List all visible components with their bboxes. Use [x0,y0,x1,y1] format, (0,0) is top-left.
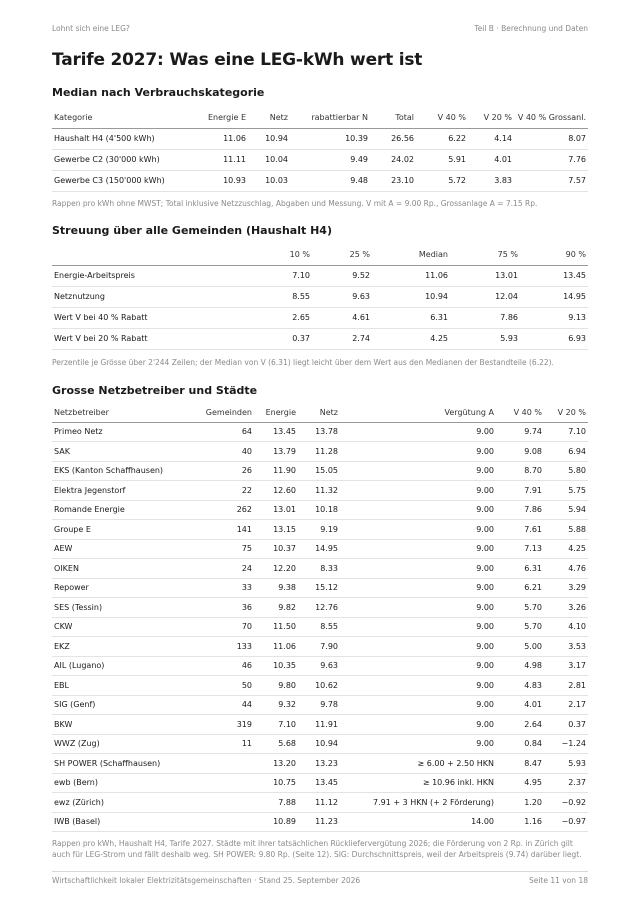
row-label: ewz (Zürich) [54,797,104,807]
table-cell: 10.89 [273,817,296,827]
table-cell: 9.00 [476,544,494,554]
table-row [52,461,588,481]
table-cell: 11.06 [273,641,296,651]
netzbetreiber-table-note: Rappen pro kWh, Haushalt H4, Tarife 2027. Städte mit ihrer tatsächlichen Rückliefervergütung 2026; die Förderung von 2 Rp. in Zürich gilt auch für LEG-Strom und fällt deshalb weg. SH POWER: 9.80 Rp. (Seite 12). SIG: Durchschnittspreis, weil der Arbeitspreis (9.74) darüber liegt. [52,839,582,859]
table-cell: 10.93 [223,176,246,185]
table-cell: 262 [236,505,252,515]
table-cell: 36 [241,602,252,612]
column-header: Median [418,250,448,260]
row-label: SIG (Genf) [54,700,96,710]
table-cell: 50 [241,680,252,690]
column-header: V 20 % [557,408,586,418]
table-cell: 11 [241,739,252,749]
table-header-row [52,108,588,128]
table-row [52,676,588,696]
table-cell: 2.64 [524,719,542,729]
table-cell: 3.17 [568,661,586,671]
table-cell: 2.74 [352,334,370,343]
table-cell: 9.49 [350,155,368,164]
table-cell: 11.12 [315,797,338,807]
table-cell: 1.20 [524,797,542,807]
column-header: Energie [265,408,296,418]
table-cell: 10.94 [315,739,338,749]
running-header-left: Lohnt sich eine LEG? [52,24,130,33]
table-cell: 7.91 + 3 HKN (+ 2 Förderung) [372,797,494,807]
table-cell [192,793,254,813]
median-table-note: Rappen pro kWh ohne MWST; Total inklusive Netzzuschlag, Abgaben und Messung. V mit A = 9.00 Rp., Grossanlage A = 7.15 Rp. [52,199,538,208]
table-row [52,442,588,462]
table-cell: 6.22 [448,134,466,143]
table-cell: 9.00 [476,563,494,573]
table-cell: 13.79 [273,446,296,456]
row-label: Energie-Arbeitspreis [54,271,135,280]
table-row [52,812,588,832]
table-cell: 11.32 [315,485,338,495]
table-cell: 26.56 [391,134,414,143]
table-row [52,637,588,657]
table-row [52,734,588,754]
table-cell: 5.94 [568,505,586,515]
table-cell: 6.94 [568,446,586,456]
table-cell: 6.21 [524,583,542,593]
table-cell: 10.94 [425,292,448,301]
table-cell: 5.00 [524,641,542,651]
column-header: 75 % [497,250,518,260]
table-row [52,578,588,598]
table-cell: −0.92 [561,797,586,807]
row-label: Primeo Netz [54,427,103,437]
table-row [52,265,588,286]
streuung-table [52,245,588,350]
table-cell: 4.01 [494,155,512,164]
table-cell: 9.38 [278,583,296,593]
row-label: SH POWER (Schaffhausen) [54,758,161,768]
table-cell: 9.74 [524,427,542,437]
table-cell: 9.00 [476,466,494,476]
column-header: V 40 % [437,113,466,123]
table-cell: 7.91 [524,485,542,495]
row-label: Wert V bei 20 % Rabatt [54,334,148,343]
table-cell: 11.28 [315,446,338,456]
table-cell [192,773,254,793]
table-cell: 5.93 [500,334,518,343]
table-cell: 7.90 [320,641,338,651]
table-cell: 5.93 [568,758,586,768]
table-cell: 15.05 [315,466,338,476]
table-cell: 7.86 [524,505,542,515]
table-cell: 9.00 [476,622,494,632]
row-label: AIL (Lugano) [54,661,105,671]
table-cell: 9.00 [476,700,494,710]
table-cell: 2.65 [292,313,310,322]
table-cell: 0.37 [568,719,586,729]
table-cell: 46 [241,661,252,671]
table-cell: 9.00 [476,641,494,651]
table-cell: 11.06 [425,271,448,280]
page-title: Tarife 2027: Was eine LEG-kWh wert ist [52,50,423,70]
table-cell: 10.35 [273,661,296,671]
table-cell: 11.90 [273,466,296,476]
section-title-median: Median nach Verbrauchskategorie [52,86,265,99]
table-header-row [52,245,588,265]
table-cell: 14.95 [315,544,338,554]
table-row [52,715,588,735]
table-cell: 12.04 [495,292,518,301]
netzbetreiber-table [52,404,588,832]
table-cell: 23.10 [391,176,414,185]
column-header: Netz [319,408,338,418]
table-cell: ≥ 10.96 inkl. HKN [422,778,494,788]
table-cell: 10.03 [265,176,288,185]
table-cell: 75 [241,544,252,554]
table-cell: 9.00 [476,739,494,749]
table-cell: 70 [241,622,252,632]
table-cell: ≥ 6.00 + 2.50 HKN [417,758,494,768]
table-cell: 2.81 [568,680,586,690]
table-cell: 26 [241,466,252,476]
section-title-streuung: Streuung über alle Gemeinden (Haushalt H4) [52,224,332,237]
table-cell: 33 [241,583,252,593]
table-cell: 7.86 [500,313,518,322]
table-cell: 12.60 [273,485,296,495]
table-cell: 7.13 [524,544,542,554]
table-cell: 1.16 [524,817,542,827]
table-row [52,328,588,349]
table-cell: 5.70 [524,622,542,632]
table-cell: 4.95 [524,778,542,788]
table-row [52,520,588,540]
table-cell: 9.00 [476,719,494,729]
table-cell: 5.80 [568,466,586,476]
table-row [52,422,588,442]
column-header: Energie E [207,113,246,123]
table-cell: 11.23 [315,817,338,827]
table-cell: 4.25 [568,544,586,554]
table-row [52,598,588,618]
table-row [52,128,588,149]
row-label: Repower [54,583,89,593]
running-header [52,24,588,33]
table-cell: 11.91 [315,719,338,729]
table-cell: 40 [241,446,252,456]
table-cell [192,812,254,832]
table-cell: 7.10 [292,271,310,280]
table-cell: 13.01 [273,505,296,515]
table-cell: 133 [236,641,252,651]
table-cell: 7.10 [278,719,296,729]
table-cell: 0.37 [292,334,310,343]
row-label: EKS (Kanton Schaffhausen) [54,466,164,476]
table-cell: 22 [241,485,252,495]
table-cell: 6.31 [430,313,448,322]
table-cell: 13.45 [273,427,296,437]
table-row [52,793,588,813]
table-cell: 0.84 [524,739,542,749]
table-row [52,481,588,501]
table-row [52,170,588,191]
table-cell: 9.00 [476,680,494,690]
median-table [52,108,588,192]
table-cell: 4.10 [568,622,586,632]
table-cell: 24 [241,563,252,573]
row-label: Elektra Jegenstorf [54,485,126,495]
table-cell: 10.62 [315,680,338,690]
table-row [52,754,588,774]
table-cell: 9.80 [278,680,296,690]
table-cell [192,754,254,774]
table-cell: 4.14 [494,134,512,143]
table-cell: 7.61 [524,524,542,534]
column-header: Kategorie [54,113,93,123]
table-row [52,307,588,328]
table-cell: 4.76 [568,563,586,573]
table-cell: 15.12 [315,583,338,593]
column-header: V 40 % [513,408,542,418]
table-cell: 7.10 [568,427,586,437]
table-cell: 4.98 [524,661,542,671]
row-label: ewb (Bern) [54,778,98,788]
table-cell: 10.18 [315,505,338,515]
table-cell: 11.06 [223,134,246,143]
table-cell: 8.55 [320,622,338,632]
table-cell: 9.78 [320,700,338,710]
table-cell: 44 [241,700,252,710]
table-cell: 14.95 [563,292,586,301]
table-cell: 9.00 [476,427,494,437]
table-cell: 4.83 [524,680,542,690]
column-header: V 20 % [483,113,512,123]
row-label: Gewerbe C2 (30'000 kWh) [54,155,160,164]
table-cell: 9.00 [476,524,494,534]
row-label: Haushalt H4 (4'500 kWh) [54,134,155,143]
table-cell: 13.15 [273,524,296,534]
table-cell: 8.33 [320,563,338,573]
page-footer [52,871,588,885]
table-row [52,539,588,559]
row-label: Groupe E [54,524,91,534]
table-cell: 9.00 [476,505,494,515]
column-header: Total [395,113,414,123]
table-cell: 2.37 [568,778,586,788]
column-header: 10 % [289,250,310,260]
table-cell: 9.82 [278,602,296,612]
table-cell: 9.63 [320,661,338,671]
row-label: Romande Energie [54,505,125,515]
table-cell: 4.61 [352,313,370,322]
table-cell: 13.78 [315,427,338,437]
row-label: Netznutzung [54,292,105,301]
row-label: SES (Tessin) [54,602,103,612]
table-cell: 13.45 [315,778,338,788]
row-label: WWZ (Zug) [54,739,100,749]
table-cell: 9.52 [352,271,370,280]
table-cell: 8.07 [568,134,586,143]
row-label: EBL [54,680,69,690]
table-cell: 9.00 [476,661,494,671]
table-row [52,773,588,793]
table-cell: 8.70 [524,466,542,476]
table-cell: 9.08 [524,446,542,456]
table-cell: 5.88 [568,524,586,534]
table-cell: 13.23 [315,758,338,768]
table-cell: 9.48 [350,176,368,185]
table-cell: 9.00 [476,583,494,593]
table-cell: 3.83 [494,176,512,185]
row-label: AEW [54,544,73,554]
table-cell: 5.72 [448,176,466,185]
table-cell: 9.19 [320,524,338,534]
table-cell: 10.39 [345,134,368,143]
streuung-table-note: Perzentile je Grösse über 2'244 Zeilen; der Median von V (6.31) liegt leicht über dem Wert aus den Medianen der Bestandteile (6.22). [52,358,554,367]
table-cell: 8.55 [292,292,310,301]
row-label: IWB (Basel) [54,817,101,827]
table-header-row [52,404,588,422]
table-row [52,149,588,170]
row-label: OIKEN [54,563,79,573]
table-cell: 7.57 [568,176,586,185]
table-cell: 12.20 [273,563,296,573]
table-cell: 9.00 [476,446,494,456]
section-title-netzbetreiber: Grosse Netzbetreiber und Städte [52,384,258,397]
table-cell: −0.97 [561,817,586,827]
column-header: Vergütung A [444,408,494,418]
row-label: Wert V bei 40 % Rabatt [54,313,148,322]
table-cell: −1.24 [561,739,586,749]
row-label: SAK [54,446,70,456]
table-cell: 13.01 [495,271,518,280]
column-header: 25 % [349,250,370,260]
table-cell: 3.26 [568,602,586,612]
table-cell: 141 [236,524,252,534]
footer-left: Wirtschaftlichkeit lokaler Elektrizitätsgemeinschaften · Stand 25. September 2026 [52,876,361,885]
table-cell: 319 [236,719,252,729]
row-label: CKW [54,622,73,632]
table-row [52,656,588,676]
table-cell: 10.94 [265,134,288,143]
table-cell: 5.68 [278,739,296,749]
page-number: Seite 11 von 18 [528,876,588,885]
table-row [52,286,588,307]
column-header: V 40 % Grossanl. [517,113,586,123]
column-header: Gemeinden [205,408,252,418]
table-cell: 9.00 [476,485,494,495]
column-header: rabattierbar N [311,113,368,123]
table-cell: 14.00 [471,817,494,827]
table-cell: 10.75 [273,778,296,788]
table-cell: 10.37 [273,544,296,554]
table-row [52,500,588,520]
column-header: Netz [269,113,288,123]
table-row [52,559,588,579]
table-cell: 9.00 [476,602,494,612]
table-cell: 8.47 [524,758,542,768]
table-cell: 9.63 [352,292,370,301]
table-cell: 5.70 [524,602,542,612]
table-cell: 11.11 [223,155,246,164]
table-cell: 13.20 [273,758,296,768]
table-cell: 4.01 [524,700,542,710]
table-cell: 5.75 [568,485,586,495]
table-cell: 64 [241,427,252,437]
row-label: EKZ [54,641,70,651]
table-row [52,695,588,715]
table-cell: 13.45 [563,271,586,280]
table-cell: 10.04 [265,155,288,164]
table-cell: 3.29 [568,583,586,593]
table-cell: 9.32 [278,700,296,710]
table-cell: 6.93 [568,334,586,343]
column-header [52,245,252,265]
column-header: Netzbetreiber [54,408,109,418]
table-cell: 6.31 [524,563,542,573]
table-cell: 11.50 [273,622,296,632]
table-cell: 9.13 [568,313,586,322]
table-cell: 2.17 [568,700,586,710]
table-cell: 7.88 [278,797,296,807]
table-cell: 4.25 [430,334,448,343]
table-row [52,617,588,637]
column-header: 90 % [565,250,586,260]
running-header-right: Teil B · Berechnung und Daten [474,24,588,33]
table-cell: 24.02 [391,155,414,164]
table-cell: 3.53 [568,641,586,651]
row-label: BKW [54,719,73,729]
row-label: Gewerbe C3 (150'000 kWh) [54,176,165,185]
table-cell: 5.91 [448,155,466,164]
table-cell: 7.76 [568,155,586,164]
table-cell: 12.76 [315,602,338,612]
